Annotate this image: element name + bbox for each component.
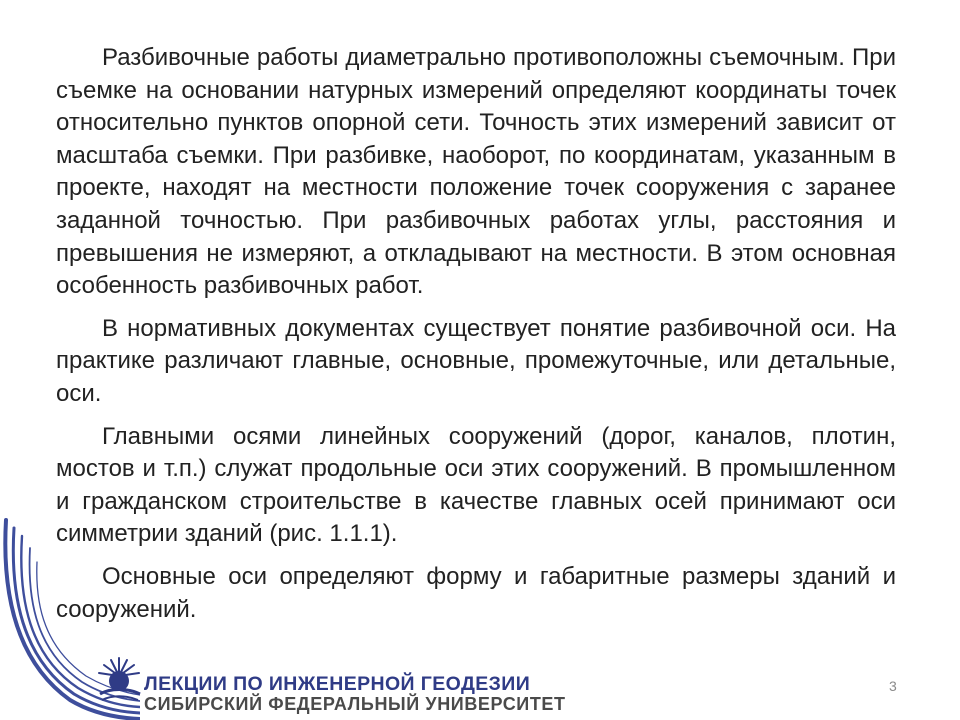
paragraph-1: Разбивочные работы диаметрально противоположны съемочным. При съемке на основании натурных измерений определяют координаты точек относительно пунктов опорной сети. Точность этих измерений зависит от масштаба съемки. При разбивке, наоборот, по координатам, указанным в проекте, находят на местности положение точек сооружения с заранее заданной точностью. При разбивочных работах углы, расстояния и превышения не измеряют, а откладывают на местности. В этом основная особенность разбивочных работ. bbox=[56, 44, 896, 300]
paragraph-2: В нормативных документах существует понятие разбивочной оси. На практике различают главные, основные, промежуточные, или детальные, оси. bbox=[56, 314, 896, 407]
footer-subtitle: СИБИРСКИЙ ФЕДЕРАЛЬНЫЙ УНИВЕРСИТЕТ bbox=[144, 694, 566, 714]
slide-body bbox=[56, 42, 896, 636]
paragraph-3: Главными осями линейных сооружений (дорог, каналов, плотин, мостов и т.п.) служат продольные оси этих сооружений. В промышленном и гражданском строительстве в качестве главных осей принимают оси симметрии зданий (рис. 1.1.1). bbox=[56, 422, 896, 548]
page-number: 3 bbox=[889, 678, 897, 694]
paragraph-4: Основные оси определяют форму и габаритные размеры зданий и сооружений. bbox=[56, 562, 896, 623]
university-sun-logo-icon bbox=[96, 654, 142, 706]
footer-title: ЛЕКЦИИ ПО ИНЖЕНЕРНОЙ ГЕОДЕЗИИ bbox=[144, 673, 531, 695]
